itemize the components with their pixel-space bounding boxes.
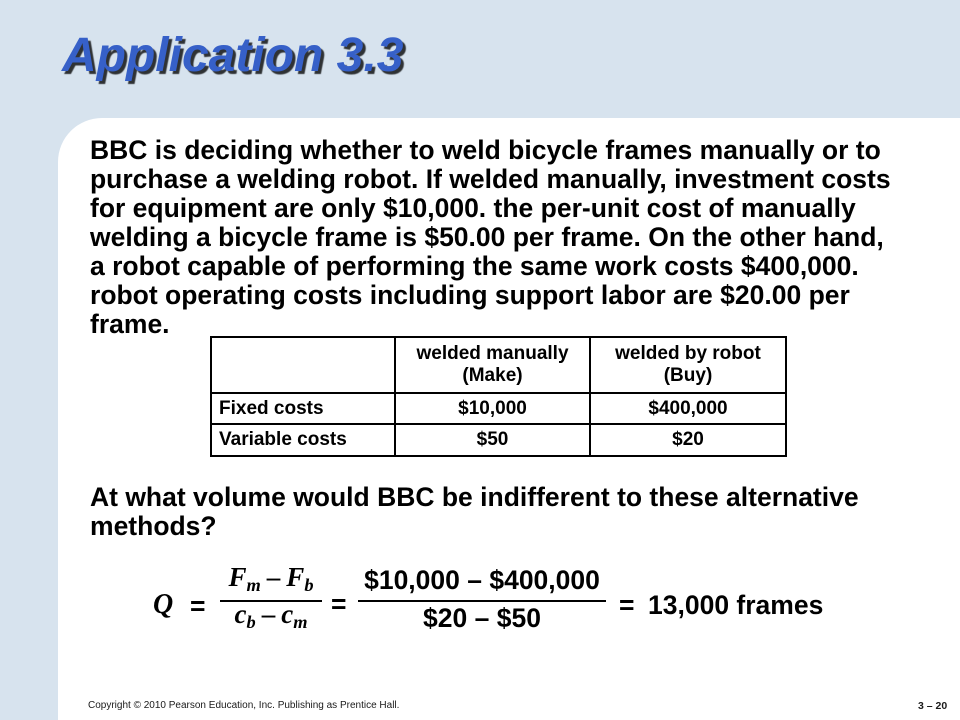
table-row-label: Variable costs — [212, 425, 396, 455]
symbolic-numerator — [220, 564, 322, 594]
table-cell: $10,000 — [396, 394, 591, 425]
formula-result: 13,000 frames — [648, 590, 824, 620]
question-line: At what volume would BBC be indifferent to these alternative — [90, 482, 859, 512]
fraction-bar — [358, 600, 606, 602]
problem-line: frame. — [90, 309, 170, 339]
minus-operator: – — [266, 562, 281, 592]
problem-line: BBC is deciding whether to weld bicycle frames manually or to — [90, 135, 881, 165]
copyright-notice: Copyright © 2010 Pearson Education, Inc. Publishing as Prentice Hall. — [88, 700, 400, 711]
table-header-line: welded manually — [416, 343, 569, 364]
table-header-manual — [396, 338, 591, 394]
symbol-base: c — [281, 599, 294, 629]
problem-line: welding a bicycle frame is $50.00 per frame. On the other hand, — [90, 222, 884, 252]
problem-line: for equipment are only $10,000. the per-unit cost of manually — [90, 193, 856, 223]
equals-sign: = — [619, 590, 635, 620]
symbolic-denominator — [220, 601, 322, 631]
page-number: 3 – 20 — [918, 700, 948, 712]
symbol-subscript: m — [246, 575, 261, 596]
symbol-subscript: b — [304, 575, 314, 596]
minus-operator: – — [261, 599, 276, 629]
equals-sign: = — [331, 589, 347, 619]
table-header-line: welded by robot — [615, 343, 761, 364]
table-header-line: (Make) — [462, 365, 523, 386]
numeric-denominator: $20 – $50 — [423, 603, 541, 633]
table-header-blank-cell — [212, 338, 396, 394]
cost-comparison-table — [210, 336, 787, 457]
symbol-base: F — [228, 562, 247, 592]
table-header-line: (Buy) — [663, 365, 713, 386]
symbol-base: F — [286, 562, 305, 592]
formula-variable-q: Q — [153, 589, 174, 620]
problem-line: a robot capable of performing the same work costs $400,000. — [90, 251, 859, 281]
equals-sign: = — [190, 591, 206, 621]
table-cell: $400,000 — [591, 394, 785, 425]
problem-line: robot operating costs including support labor are $20.00 per — [90, 280, 850, 310]
table-row-label: Fixed costs — [212, 394, 396, 425]
slide-title: Application 3.3 — [62, 29, 404, 82]
numeric-numerator: $10,000 – $400,000 — [364, 565, 600, 595]
question-line: methods? — [90, 511, 217, 541]
symbol-subscript: m — [293, 612, 308, 633]
table-header-robot — [591, 338, 785, 394]
table-cell: $50 — [396, 425, 591, 455]
symbol-base: c — [234, 599, 247, 629]
symbol-subscript: b — [246, 612, 256, 633]
problem-statement — [90, 136, 891, 339]
problem-line: purchase a welding robot. If welded manually, investment costs — [90, 164, 891, 194]
table-cell: $20 — [672, 429, 704, 450]
question-text — [90, 483, 859, 541]
